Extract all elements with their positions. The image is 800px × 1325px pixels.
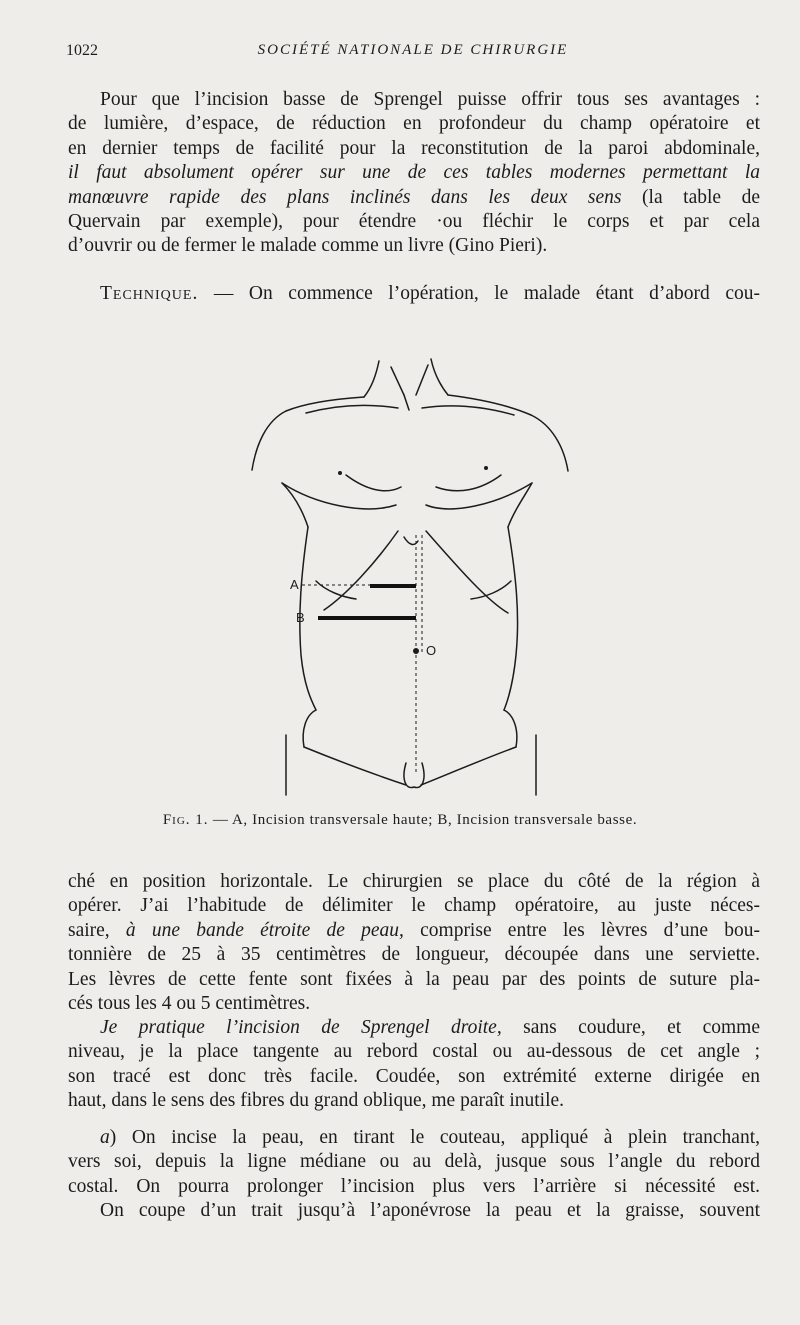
figure-number: Fig. 1. <box>162 812 209 828</box>
genital-outline <box>404 763 424 788</box>
sternum-line <box>404 395 409 410</box>
page-header <box>66 42 760 66</box>
text-line: tonnière de 25 à 35 centimètres de longueur, découpée dans une serviette. <box>68 944 760 966</box>
text-span: saire, <box>68 919 126 941</box>
pectoral-line <box>346 475 401 491</box>
armpit-line <box>282 483 308 527</box>
text-line <box>68 1126 760 1150</box>
text-span: ) On incise la peau, en tirant le couteau, appliqué à plein tranchant, <box>109 1127 760 1148</box>
text-span: — On commence l’opération, le malade étant d’abord cou- <box>198 283 760 304</box>
rib-line <box>316 581 356 599</box>
text-line <box>68 186 760 210</box>
text-line: Pour que l’incision basse de Sprengel puisse offrir tous ses avantages : <box>100 89 760 110</box>
text-line: Quervain par exemple), pour étendre ·ou fléchir le corps et par cela <box>68 210 760 232</box>
text-line: son tracé est donc très facile. Coudée, son extrémité externe dirigée en <box>68 1065 760 1087</box>
text-line <box>68 919 760 943</box>
side-line <box>504 527 518 710</box>
text-line: On coupe d’un trait jusqu’à l’aponévrose la peau et la graisse, souvent <box>100 1200 760 1222</box>
text-line: ché en position horizontale. Le chirurgien se place du côté de la région à <box>68 871 760 892</box>
neck-line <box>364 361 379 397</box>
italic-text: à une bande étroite de peau, <box>125 919 404 941</box>
technique-paragraph <box>68 282 760 306</box>
text-line: en dernier temps de facilité pour la reconstitution de la paroi abdominale, <box>68 137 760 159</box>
hip-line <box>303 710 316 747</box>
text-line: niveau, je la place tangente au rebord costal ou au-dessous de cet angle ; <box>68 1041 760 1063</box>
text-line: opérer. J’ai l’habitude de délimiter le champ opératoire, au juste néces- <box>68 895 760 917</box>
clavicle-line <box>306 405 398 413</box>
italic-text: a <box>100 1127 110 1148</box>
text-line: Les lèvres de cette fente sont fixées à la peau par des points de suture pla- <box>68 968 760 990</box>
torso-figure <box>246 355 576 805</box>
text-span: (la table de <box>621 186 760 208</box>
neck-line <box>391 367 404 395</box>
inguinal-line <box>421 747 516 785</box>
label-b: B <box>296 610 305 625</box>
clavicle-line <box>422 406 514 415</box>
label-a: A <box>290 577 299 592</box>
section-label: Technique. <box>100 283 199 304</box>
label-o: O <box>426 643 437 658</box>
inguinal-line <box>304 747 406 785</box>
text-line: vers soi, depuis la ligne médiane ou au delà, jusque sous l’angle du rebord <box>68 1151 760 1173</box>
text-line: haut, dans le sens des fibres du grand oblique, me paraît inutile. <box>68 1090 565 1112</box>
figure-caption <box>0 812 800 829</box>
paragraph-3 <box>68 1016 760 1114</box>
text-line: d’ouvrir ou de fermer le malade comme un livre (Gino Pieri). <box>68 235 548 257</box>
costal-margin <box>426 531 508 613</box>
italic-text: il faut absolument opérer sur une de ces tables modernes permettant la <box>68 162 760 184</box>
caption-text: — A, Incision transversale haute; B, Incision transversale basse. <box>208 812 638 828</box>
costal-margin <box>324 531 398 610</box>
page-number: 1022 <box>66 42 98 59</box>
pectoral-line <box>436 475 501 491</box>
shoulder-line <box>252 411 286 470</box>
nipple-mark <box>484 466 488 470</box>
italic-text: manœuvre rapide des plans inclinés dans les deux sens <box>68 186 622 208</box>
hip-line <box>504 710 517 747</box>
shoulder-line <box>531 415 568 471</box>
text-line <box>68 161 760 185</box>
neck-line <box>416 365 428 395</box>
text-span: sans coudure, et comme <box>501 1017 760 1038</box>
text-line <box>68 1016 760 1040</box>
paragraph-4 <box>68 1126 760 1224</box>
text-line: cés tous les 4 ou 5 centimètres. <box>68 992 311 1014</box>
paragraph-1 <box>68 88 760 259</box>
nipple-mark <box>338 471 342 475</box>
running-title: SOCIÉTÉ NATIONALE DE CHIRURGIE <box>257 42 569 58</box>
neck-line <box>431 359 448 395</box>
paragraph-2 <box>68 870 760 1016</box>
trapezius-line <box>448 395 531 415</box>
text-line <box>68 282 760 306</box>
text-line: de lumière, d’espace, de réduction en profondeur du champ opératoire et <box>68 113 760 135</box>
rib-line <box>471 581 511 599</box>
italic-text: Je pratique l’incision de Sprengel droite, <box>100 1017 502 1038</box>
text-span: comprise entre les lèvres d’une bou- <box>403 919 760 941</box>
text-line: costal. On pourra prolonger l’incision plus vers l’arrière si nécessité est. <box>68 1175 760 1197</box>
